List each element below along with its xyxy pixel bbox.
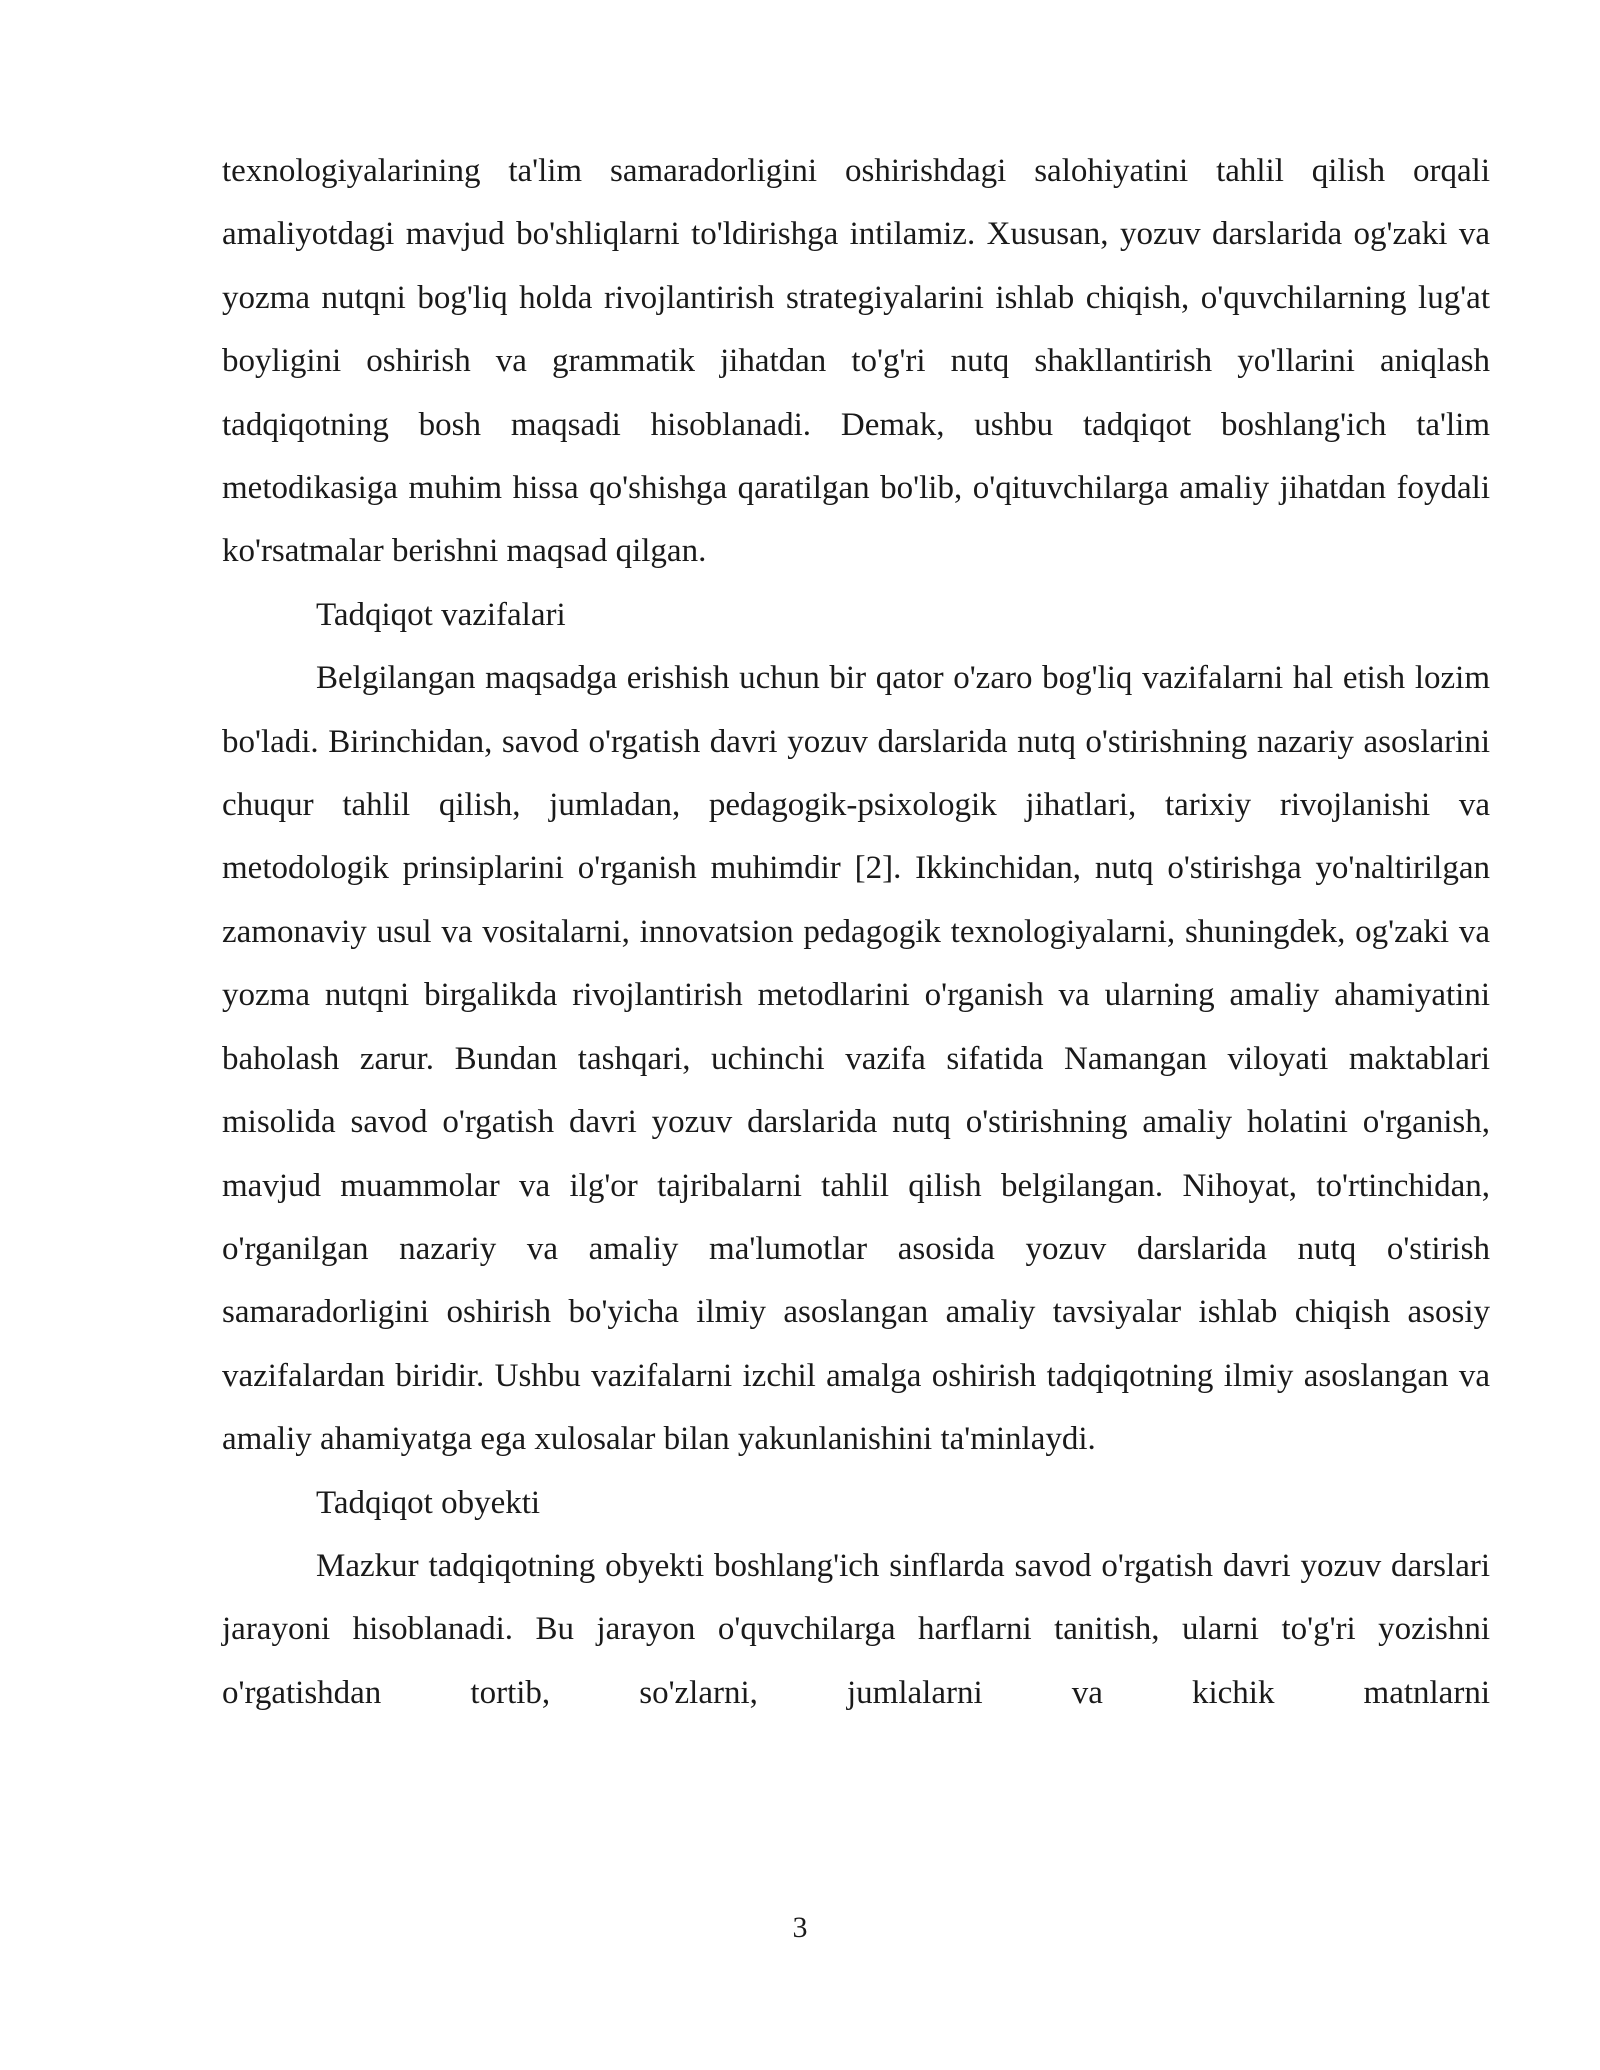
paragraph-object: Mazkur tadqiqotning obyekti boshlang'ich sinflarda savod o'rgatish davri yozuv darslari jarayoni hisoblanadi. Bu jarayon o'quvchilarga harflarni tanitish, ularni to'g'ri yozishni o'rgatishdan tortib, so'zlarni, jumlalarni va kichik matnlarni	[222, 1547, 1490, 1711]
section-heading-tasks: Tadqiqot vazifalari	[316, 596, 566, 633]
paragraph-tasks: Belgilangan maqsadga erishish uchun bir qator o'zaro bog'liq vazifalarni hal etish lozim bo'ladi. Birinchidan, savod o'rgatish davri yozuv darslarida nutq o'stirishning nazariy asoslarini chuqur tahlil qilish, jumladan, pedagogik-psixologik jihatlari, tarixiy rivojlanishi va metodologik prinsiplarini o'rganish muhimdir [2]. Ikkinchidan, nutq o'stirishga yo'naltirilgan zamonaviy usul va vositalarni, innovatsion pedagogik texnologiyalarni, shuningdek, og'zaki va yozma nutqni birgalikda rivojlantirish metodlarini o'rganish va ularning amaliy ahamiyatini baholash zarur. Bundan tashqari, uchinchi vazifa sifatida Namangan viloyati maktablari misolida savod o'rgatish davri yozuv darslarida nutq o'stirishning amaliy holatini o'rganish, mavjud muammolar va ilg'or tajribalarni tahlil qilish belgilangan. Nihoyat, to'rtinchidan, o'rganilgan nazariy va amaliy ma'lumotlar asosida yozuv darslarida nutq o'stirish samaradorligini oshirish bo'yicha ilmiy asoslangan amaliy tavsiyalar ishlab chiqish asosiy vazifalardan biridir. Ushbu vazifalarni izchil amalga oshirish tadqiqotning ilmiy asoslangan va amaliy ahamiyatga ega xulosalar bilan yakunlanishini ta'minlaydi.	[222, 660, 1490, 1458]
page-number: 3	[792, 1911, 808, 1944]
document-body	[222, 140, 1490, 1725]
paragraph-intro-continuation: texnologiyalarining ta'lim samaradorligini oshirishdagi salohiyatini tahlil qilish orqali amaliyotdagi mavjud bo'shliqlarni to'ldirishga intilamiz. Xususan, yozuv darslarida og'zaki va yozma nutqni bog'liq holda rivojlantirish strategiyalarini ishlab chiqish, o'quvchilarning lug'at boyligini oshirish va grammatik jihatdan to'g'ri nutq shakllantirish yo'llarini aniqlash tadqiqotning bosh maqsadi hisoblanadi. Demak, ushbu tadqiqot boshlang'ich ta'lim metodikasiga muhim hissa qo'shishga qaratilgan bo'lib, o'qituvchilarga amaliy jihatdan foydali ko'rsatmalar berishni maqsad qilgan.	[222, 153, 1490, 570]
section-heading-object: Tadqiqot obyekti	[316, 1484, 541, 1521]
